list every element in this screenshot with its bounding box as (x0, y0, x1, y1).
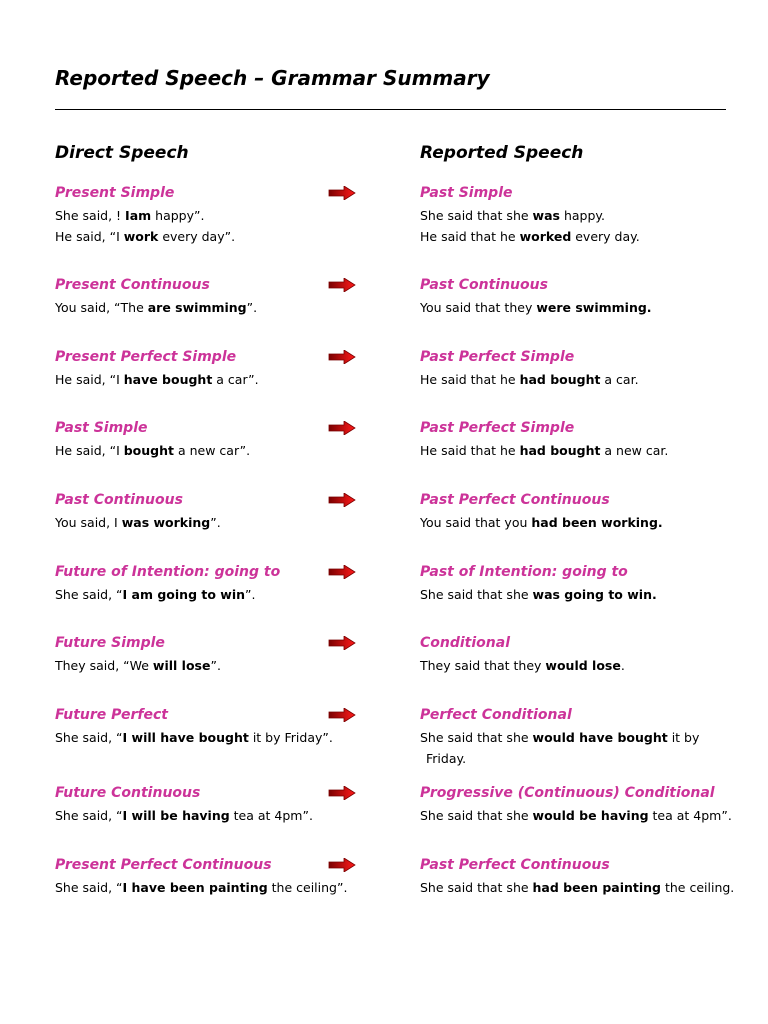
reported-example (420, 584, 657, 605)
example-line (420, 226, 640, 247)
example-line (420, 727, 699, 748)
verb-phrase: work (123, 229, 159, 244)
example-line (55, 584, 255, 605)
direct-tense-label: Past Continuous (55, 492, 183, 508)
sentence-text: a new car”. (174, 443, 251, 458)
direct-example (55, 205, 235, 247)
example-line (420, 877, 734, 898)
reported-example (420, 440, 668, 461)
arrow-right-icon (328, 565, 356, 579)
reported-tense-label: Past Perfect Simple (420, 349, 575, 365)
direct-tense-label: Future Continuous (55, 785, 201, 801)
sentence-text: He said, “I (55, 443, 124, 458)
reported-tense-label: Perfect Conditional (420, 707, 572, 723)
sentence-text: it by (667, 730, 700, 745)
arrow-right-icon (328, 708, 356, 722)
sentence-text: He said that he (420, 372, 520, 387)
direct-tense-label: Present Continuous (55, 277, 210, 293)
sentence-text: She said that she (420, 880, 533, 895)
arrow-right-icon (328, 636, 356, 650)
sentence-text: . (620, 658, 625, 673)
verb-phrase: had been working. (531, 515, 663, 530)
example-line (55, 369, 259, 390)
reported-example (420, 297, 652, 318)
sentence-text: You said, I (55, 515, 122, 530)
sentence-text: the ceiling”. (267, 880, 348, 895)
arrow-right-icon (328, 786, 356, 800)
sentence-text: ”. (210, 515, 221, 530)
sentence-text: She said, ! (55, 208, 126, 223)
example-line (420, 748, 699, 769)
direct-tense-label: Present Simple (55, 185, 175, 201)
reported-example (420, 877, 734, 898)
example-line (55, 877, 347, 898)
sentence-text: She said that she (420, 208, 533, 223)
direct-tense-label: Past Simple (55, 420, 148, 436)
reported-tense-label: Past of Intention: going to (420, 564, 628, 580)
direct-speech-header: Direct Speech (55, 143, 189, 163)
example-line (55, 727, 333, 748)
sentence-text: She said that she (420, 730, 533, 745)
verb-phrase: were swimming. (536, 300, 652, 315)
reported-example (420, 805, 732, 826)
sentence-text: it by Friday”. (248, 730, 333, 745)
verb-phrase: had been painting (532, 880, 661, 895)
arrow-right-icon (328, 186, 356, 200)
verb-phrase: I will have bought (122, 730, 249, 745)
reported-example (420, 512, 663, 533)
example-line (55, 226, 235, 247)
direct-example (55, 512, 221, 533)
sentence-text: He said that he (420, 229, 520, 244)
reported-tense-label: Past Simple (420, 185, 513, 201)
verb-phrase: would lose (545, 658, 621, 673)
direct-example (55, 440, 250, 461)
example-line (55, 297, 257, 318)
sentence-text: She said, “ (55, 730, 123, 745)
sentence-text: She said, “ (55, 587, 123, 602)
sentence-text: happy”. (151, 208, 205, 223)
direct-example (55, 584, 255, 605)
reported-tense-label: Progressive (Continuous) Conditional (420, 785, 715, 801)
reported-tense-label: Conditional (420, 635, 511, 651)
reported-tense-label: Past Continuous (420, 277, 548, 293)
sentence-text: tea at 4pm”. (648, 808, 732, 823)
sentence-text: He said that he (420, 443, 520, 458)
sentence-text: tea at 4pm”. (229, 808, 313, 823)
sentence-text: He said, “I (55, 229, 124, 244)
verb-phrase: I have been painting (122, 880, 268, 895)
arrow-right-icon (328, 350, 356, 364)
sentence-text: She said that she (420, 587, 533, 602)
verb-phrase: had bought (519, 443, 601, 458)
arrow-right-icon (328, 493, 356, 507)
example-line (420, 584, 657, 605)
verb-phrase: I am going to win (122, 587, 246, 602)
example-line (420, 369, 639, 390)
reported-example (420, 655, 625, 676)
reported-example (420, 205, 640, 247)
direct-example (55, 877, 347, 898)
sentence-text: every day. (571, 229, 640, 244)
reported-example (420, 727, 699, 769)
verb-phrase: will lose (152, 658, 211, 673)
verb-phrase: would be having (532, 808, 649, 823)
verb-phrase: bought (123, 443, 174, 458)
example-line (420, 440, 668, 461)
arrow-right-icon (328, 278, 356, 292)
reported-example (420, 369, 639, 390)
example-line (420, 512, 663, 533)
direct-example (55, 297, 257, 318)
example-line (55, 805, 313, 826)
example-line (420, 655, 625, 676)
direct-example (55, 655, 221, 676)
example-line (420, 297, 652, 318)
sentence-text: You said that they (420, 300, 537, 315)
verb-phrase: was working (121, 515, 211, 530)
verb-phrase: I will be having (122, 808, 230, 823)
sentence-text: She said, “ (55, 808, 123, 823)
page-title: Reported Speech – Grammar Summary (55, 66, 490, 90)
verb-phrase: have bought (123, 372, 213, 387)
verb-phrase: Iam (125, 208, 152, 223)
sentence-text: happy. (559, 208, 605, 223)
direct-example (55, 727, 333, 748)
verb-phrase: was going to win. (532, 587, 657, 602)
direct-tense-label: Future Simple (55, 635, 165, 651)
sentence-text: They said that they (420, 658, 546, 673)
arrow-right-icon (328, 421, 356, 435)
direct-tense-label: Present Perfect Continuous (55, 857, 272, 873)
direct-example (55, 805, 313, 826)
example-line (55, 655, 221, 676)
sentence-text: ”. (210, 658, 221, 673)
sentence-text: He said, “I (55, 372, 124, 387)
sentence-text: ”. (246, 300, 258, 315)
sentence-text: Friday. (426, 751, 467, 766)
example-line (55, 205, 235, 226)
sentence-text: You said, “The (55, 300, 148, 315)
example-line (420, 805, 732, 826)
example-line (55, 440, 250, 461)
arrow-right-icon (328, 858, 356, 872)
reported-tense-label: Past Perfect Simple (420, 420, 575, 436)
direct-tense-label: Future Perfect (55, 707, 168, 723)
verb-phrase: had bought (519, 372, 601, 387)
verb-phrase: worked (519, 229, 572, 244)
sentence-text: You said that you (420, 515, 532, 530)
sentence-text: every day”. (158, 229, 236, 244)
title-divider (55, 109, 726, 110)
sentence-text: a car. (600, 372, 639, 387)
example-line (55, 512, 221, 533)
reported-speech-header: Reported Speech (420, 143, 584, 163)
sentence-text: ”. (245, 587, 256, 602)
verb-phrase: was (532, 208, 560, 223)
sentence-text: a new car. (600, 443, 669, 458)
sentence-text: She said that she (420, 808, 533, 823)
direct-tense-label: Future of Intention: going to (55, 564, 281, 580)
direct-example (55, 369, 259, 390)
sentence-text: a car”. (212, 372, 259, 387)
verb-phrase: are swimming (147, 300, 247, 315)
sentence-text: She said, “ (55, 880, 123, 895)
reported-tense-label: Past Perfect Continuous (420, 492, 610, 508)
sentence-text: They said, “We (55, 658, 153, 673)
reported-tense-label: Past Perfect Continuous (420, 857, 610, 873)
sentence-text: the ceiling. (661, 880, 735, 895)
example-line (420, 205, 640, 226)
verb-phrase: would have bought (532, 730, 668, 745)
direct-tense-label: Present Perfect Simple (55, 349, 237, 365)
